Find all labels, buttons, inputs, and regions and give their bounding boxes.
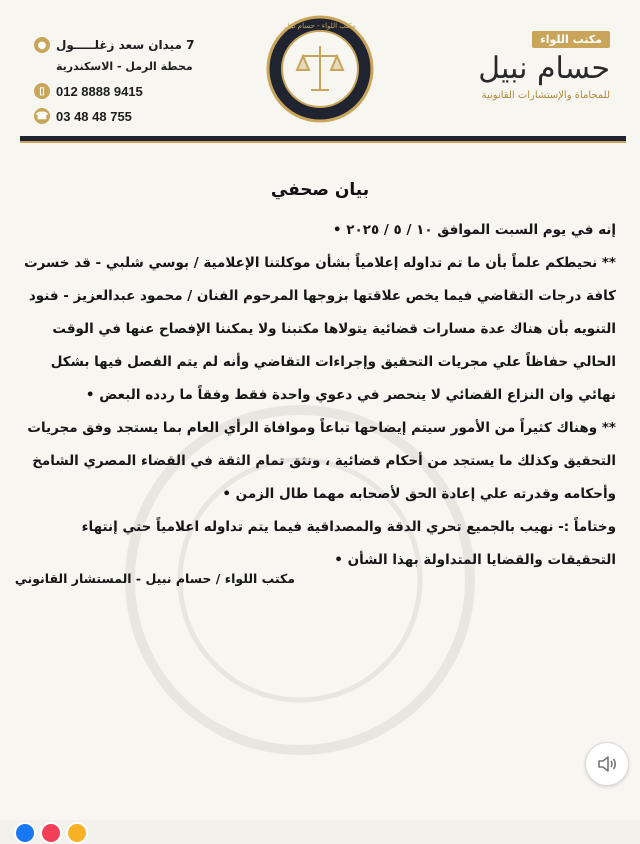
mobile-number: 012 8888 9415 [56,83,143,99]
document-title: بيان صحفي [270,180,370,200]
firm-branding [410,28,610,101]
telephone-icon: ☎ [34,108,50,124]
firm-tag: مكتب اللواء [532,31,610,48]
address-row-2 [34,55,234,77]
address-row [34,34,234,56]
audio-toggle-button[interactable] [585,742,629,786]
love-reaction-icon[interactable] [40,822,62,844]
speaker-icon [595,752,619,776]
phone-row [34,105,234,127]
firm-name: حسام نبيل [478,51,610,86]
firm-seal-logo [265,14,375,124]
paragraph-2: ** وهناك كثيراً من الأمور سيتم إيضاحها تباعاً وموافاة الرأي العام بما يستجد وفق مجريات التحقيق وكذلك ما يستجد من أحكام قضائية ، ونثق تمام الثقة في القضاء المصري الشامخ وأحكامه وقدرته علي إعادة الحق لأصحابه مهما طال الزمن • [27,420,616,502]
address-line2: محطة الرمل - الاسكندرية [56,59,193,73]
header-divider [20,136,626,143]
paragraph-1: ** نحيطكم علماً بأن ما تم تداوله إعلامياً بشأن موكلتنا الإعلامية / بوسي شلبي - قد خسرت كافة درجات التقاضي فيما يخص علاقتها بزوجها المرحوم الفنان / محمود عبدالعزيز - فنود التنويه بأن هناك عدة مسارات قضائية يتولاها مكتبنا ولا يمكننا الإفصاح عنها في الوقت الحالي حفاظاً علي مجريات التحقيق وإجراءات التقاضي وأنه لم يتم الفصل فيها بشكل نهائي وان النزاع القضائي لا ينحصر في دعوي واحدة فقط وفقاً ما ردده البعض • [24,255,616,403]
contact-block [34,34,234,130]
location-pin-icon: ● [34,37,50,53]
haha-reaction-icon[interactable] [66,822,88,844]
mobile-row [34,80,234,102]
document-body [22,214,616,577]
mobile-phone-icon: ▯ [34,83,50,99]
like-reaction-icon[interactable] [14,822,36,844]
signature: مكتب اللواء / حسام نبيل - المستشار القانوني [14,571,295,586]
date-paragraph: إنه في يوم السبت الموافق ١٠ / ٥ / ٢٠٢٥ • [332,222,616,238]
address-line1: 7 ميدان سعد زغلـــــول [56,38,195,52]
phone-number: 03 48 48 755 [56,108,132,124]
seal-text: مكتب اللواء - حسام نبيل [284,22,356,30]
reaction-icons[interactable] [14,822,88,844]
closing-paragraph: وختاماً :- نهيب بالجميع تحري الدقة والمصداقية فيما يتم تداوله اعلامياً حتي إنتهاء التحقيقات والقضايا المتداولة بهذا الشأن • [81,519,616,568]
firm-subtitle: للمحاماة والإستشارات القانونية [481,90,610,101]
